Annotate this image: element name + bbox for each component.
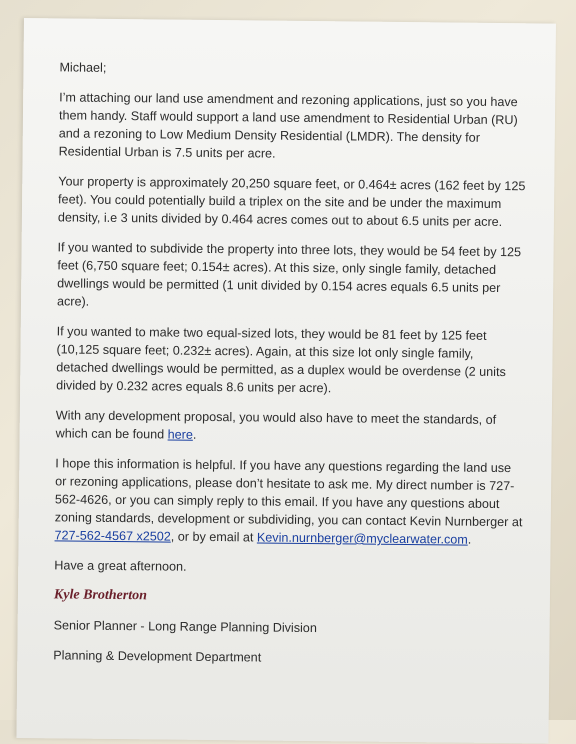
signature-department: Planning & Development Department [53, 648, 262, 665]
paragraph-contact [54, 454, 525, 549]
email-link[interactable]: Kevin.nurnberger@myclearwater.com [256, 530, 468, 547]
paragraph-applications: I’m attaching our land use amendment and rezoning applications, just so you have them handy. Staff would support a land use amendment to Residential Urban (RU) and a rezoning to Low Medium Density Residential (LMDR). The density for Residential Urban is 7.5 units per acre. [58, 90, 518, 161]
letter-body [53, 58, 529, 681]
paragraph-two-lots: If you wanted to make two equal-sized lots, they would be 81 feet by 125 feet (10,125 square feet; 0.232± acres). Again, at this size lot only single family, detached dwellings would be permitted, as a duplex would be overdense (2 units divided by 0.232 acres equals 8.6 units per acre). [56, 324, 506, 396]
signoff: Have a great afternoon. [54, 558, 187, 574]
signature-title: Senior Planner - Long Range Planning Division [53, 618, 317, 636]
signature-name: Kyle Brotherton [53, 587, 148, 604]
greeting: Michael; [59, 60, 107, 75]
contact-text: I hope this information is helpful. If you have any questions regarding the land use or rezoning applications, please don’t hesitate to ask me. My direct number is 727-562-4626, or you can simply reply to this email. If you have any questions about zoning standards, development or subdividing, you can contact Kevin Nurnberger at [54, 456, 523, 530]
contact-mid: , or by email at [170, 529, 257, 545]
contact-end: . [467, 532, 472, 547]
standards-end: . [192, 427, 197, 442]
letter-paper [16, 18, 556, 744]
paragraph-three-lots: If you wanted to subdivide the property into three lots, they would be 54 feet by 125 feet (6,750 square feet; 0.154± acres). At this size, only single family, detached dwellings would be permitted (1 unit divided by 0.154 acres equals 6.5 units per acre). [56, 240, 522, 309]
paragraph-property-size: Your property is approximately 20,250 square feet, or 0.464± acres (162 feet by 125 feet). You could potentially build a triplex on the site and be under the maximum density, i.e 3 units divided by 0.464 acres comes out to about 6.5 units per acre. [57, 174, 526, 230]
standards-text: With any development proposal, you would also have to meet the standards, of which can be found [55, 408, 497, 442]
standards-link[interactable]: here [167, 427, 193, 442]
paragraph-standards [56, 406, 526, 447]
phone-link[interactable]: 727-562-4567 x2502 [54, 528, 171, 544]
